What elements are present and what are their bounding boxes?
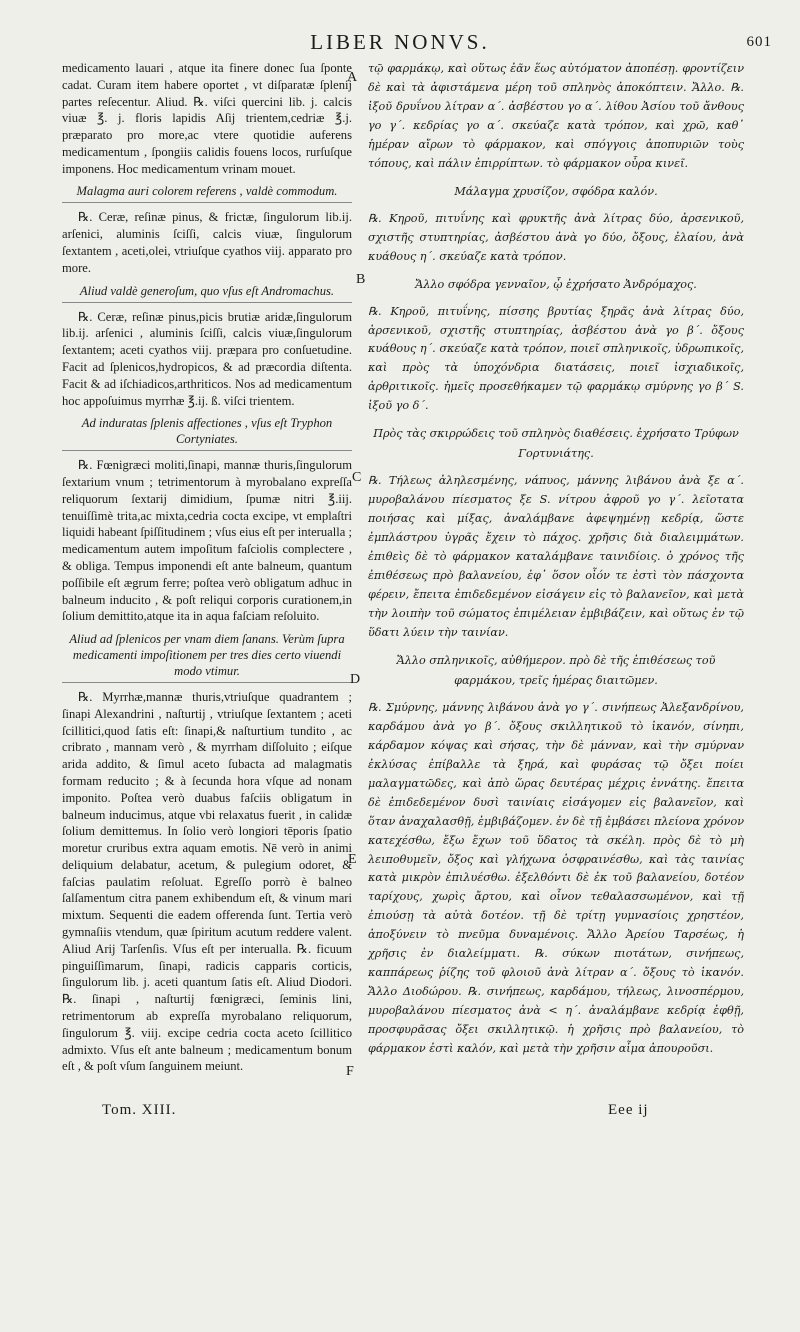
signature-left: Tom. XIII.: [102, 1102, 177, 1118]
latin-paragraph: ℞. Myrrhæ,mannæ thuris,vtriuſque quadrantem ; ſinapi Alexandrini , naſturtij , vtriuſque ſextantem ; aceti ſcillitici,quod ſatis eſt: ſinapi,& naſturtium tundito , ac cribrato , mannam verò , & myrrham diſſoluito ; eiſque arida addito, & ſimul aceto ſubacta ad malagmatis formam reducito ; & à ſecunda hora vſque ad nonam imponito. Poſtea verò duabus faſciis obligatum in balneum inducimus, atque vbi relaxatus fuerit , in calidæ ſolium demittemus. In ſolio verò longiori tēporis ſpatio moretur cruribus extra aquam emotis. Nē verò in animi deliquium delabatur, acetum, & pulegium odoret, & faſcias paulatim reſoluat. Egreſſo porrò è balneo ſalſamentum citra panem exhibendum eſt, & vinum mari mixtum. Sequenti die eadem offerenda ſunt. Tertia verò gymnaſiis vtendum, quæ ſpiritum acutum reddere valent. Aliud Arij Tarſenſis. Vſus eſt per interualla. ℞. ficuum pinguiſſimarum, ſinapi, radicis capparis corticis, ſingulorum lib. j. aceti quantum ſatis eſt. Aliud Diodori. ℞. ſinapi , naſturtij fœnigræci, ſeminis lini, retrimentorum ab expreſſa myrobalano reliquorum, ſingulorum ℥. viij. excipe cedria cocta aceto ſcillitico admixto. Vſus eſt ante balneum ; medicamentum bonum eſt , & poſt vſum ſanguinem meiunt.: [62, 690, 352, 1074]
greek-paragraph: ℞. Τήλεως ἀληλεσμένης, νάπυος, μάννης λιβάνου ἀνὰ ξε α΄. μυροβαλάνου πίεσματος ξε S. νίτρου ἀφροῦ γο γ΄. λεῖοτατα ποιήσας καὶ μίξας, ἀναλάμβανε ἀφεψημένῃ κεδρίᾳ, ὥστε ἐμπλάστρου ὑγρᾶς ἔχειν τὸ πάχος. χρῆσις διὰ διαλειμμάτων. ἐπιθεὶς δὲ τὸ φάρμακον καταλάμβανε ταινιδίοις. ὁ χρόνος τῆς ἐπιθέσεως πρὸ βαλανείου, ἐφ᾽ ὅσον οἷόν τε ἐστὶ τὸν πάσχοντα φέρειν, ἔπειτα ἐπιδεδεμένον εἰσάγειν εἰς τὸ βαλανεῖον, καὶ μετὰ τὴν λοιπὴν τοῦ σώματος ἐπιμέλειαν ἐμβιβάζειν, καὶ οὕτως ἐν τῷ ὕδατι λύειν τὴν ταινίαν.: [368, 474, 744, 639]
latin-paragraph: ℞. Fœnigræci moliti,ſinapi, mannæ thuris,ſingulorum ſextarium vnum ; tetrimentorum à myrobalano expreſſa reliquorum ſextarij dimidium, ſpumæ nitri ℥.iij. tenuiſſimè trita,ac mixta,cedria cocta excipe, vt emplaſtri liquidi habeant ſpiſſitudinem ; vſus eius eſt per interualla ; medicamentum autem impoſitum faſciolis complectere , & obliga. Tempus imponendi eſt ante balneum, quantum poſſibile eſt ægrum ferre; poſtea verò obligatum adhuc in balneum inducito , & poſt reliqui corporis curationem,in ſolium demittito,atque ita in aqua faſciam reſoluito.: [62, 458, 352, 624]
latin-paragraph: medicamento lauari , atque ita finere donec ſua ſponte cadat. Curam item habere oportet , vt diſparatæ ſplenij partes reſecentur. Aliud. ℞. viſci quercini lib. j. calcis viuæ ℥. j. floris lapidis Aſij trientem,cedriæ ℥.j. præparato pro more,ac vtere quotidie auferens medicamentum , ſpongiis calidis fouens locos, rurſuſque imponens. Hoc medicamentum vrinam mouet.: [62, 61, 352, 176]
greek-column: [368, 60, 744, 1064]
latin-paragraph: ℞. Ceræ, reſinæ pinus, & frictæ, ſingulorum lib.ij. arſenici, aluminis ſciſſi, calcis viuæ, ſingulorum ſextantem , aceti,olei, vtriuſque cyathos viij. apparato pro more.: [62, 210, 352, 275]
margin-letter-d: D: [350, 672, 361, 687]
latin-section-heading: Aliud ad ſplenicos per vnam diem ſanans. Verùm ſupra medicamenti impoſitionem per tres dies certo viuendi modo vtimur.: [62, 631, 352, 683]
greek-paragraph: ℞. Σμύρνης, μάννης λιβάνου ἀνὰ γο γ΄. σινήπεως Ἀλεξανδρίνου, καρδάμου ἀνὰ γο β΄. ὄξους σκιλλητικοῦ τὸ ἱκανόν, σίνηπι, κάρδαμον κόψας καὶ σήσας, τὴν δὲ μάνναν, καὶ τὴν σμύρναν ἐκλύσας ἐπίβαλλε τὰ ξηρά, καὶ φυράσας τῷ ὄξει ποίει μαλαγματῶδες, καὶ ἀπὸ ὥρας δευτέρας μέχρις ἐννάτης. ἔπειτα δὲ ἐπιδεδεμένον δυσὶ ταινίαις εἰσάγομεν εἰς βαλανεῖον, καὶ ὅταν ἀναχαλασθῇ, ἐμβιβάζομεν. ἐν δὲ τῇ ἐμβάσει πλείονα χρόνον κατεχέσθω, ἔξω ἔχων τοῦ ὕδατος τὰ σκέλη. πρὸς δὲ τὸ μὴ λειποθυμεῖν, ὄξος καὶ γλήχωνα ὀσφραινέσθω, καὶ τὰς ταινίας κατὰ μικρὸν ἐπιλυέσθω. ἐξελθόντι δὲ ἐκ τοῦ βαλανείου, δοτέον ταρίχους, χωρὶς ἄρτου, καὶ οἶνον τεθαλασσωμένον, καὶ τῇ ἐπιούσῃ τὰ αὐτὰ δοτέον. τῇ δὲ τρίτῃ γυμνασίοις χρηστέον, ἀποξύνειν τὸ πνεῦμα δυναμένοις. Ἄλλο Ἀρείου Ταρσέως, ἡ χρῆσις ἐν διαλείμματι. ℞. σύκων πιοτάτων, σινήπεως, καππάρεως ῥίζης τοῦ φλοιοῦ ἀνὰ λίτραν α΄. ὄξους τὸ ἱκανόν. Ἄλλο Διοδώρου. ℞. σινήπεως, καρδάμου, τήλεως, λινοσπέρμου, μυροβαλάνου πίεσματος ἀνὰ < η΄. ἀναλάμβανε κεδρίᾳ ἑφθῇ, προσφυρᾶσας ὄξει σκιλλητικῷ. ἡ χρῆσις πρὸ βαλανείου, τὸ φάρμακον ἐστὶ καλόν, καὶ μετὰ τὴν χρῆσιν αἷμα ἀπουροῦσι.: [368, 700, 744, 1056]
latin-column: [62, 60, 352, 1081]
margin-letter-a: A: [347, 70, 358, 85]
margin-letter-b: B: [356, 272, 366, 287]
latin-section-heading: Malagma auri colorem referens , valdè commodum.: [62, 183, 352, 203]
margin-letter-c: C: [352, 470, 362, 485]
running-title: LIBER NONVS.: [310, 30, 490, 54]
latin-section-heading: Aliud valdè generoſum, quo vſus eſt Andromachus.: [62, 283, 352, 303]
greek-section-heading: Πρὸς τὰς σκιρρώδεις τοῦ σπληνὸς διαθέσεις. ἐχρήσατο Τρύφων Γορτυνιάτης.: [373, 427, 739, 461]
margin-letter-e: E: [348, 852, 357, 867]
page-header: [0, 28, 800, 58]
greek-section-heading: Ἄλλο σπληνικοῖς, αὐθήμερον. πρὸ δὲ τῆς ἐπιθέσεως τοῦ φαρμάκου, τρεῖς ἡμέρας διαιτῶμεν.: [396, 653, 716, 687]
page-number: 601: [746, 34, 772, 50]
margin-letter-f: F: [346, 1064, 354, 1079]
greek-paragraph: τῷ φαρμάκῳ, καὶ οὕτως ἐᾶν ἕως αὐτόματον ἀποπέσῃ. φροντίζειν δὲ καὶ τὰ ἀφιστάμενα μέρη τοῦ σπληνὸς ἀποκόπτειν. Ἄλλο. ℞. ἰξοῦ δρυΐνου λίτραν α΄. ἀσβέστου γο α΄. λίθου Ἀσίου τοῦ ἄνθους γο γ΄. κεδρίας γο α΄. σκεύαζε κατὰ τρόπον, καὶ χρῶ, καθ᾽ ἡμέραν αἴρων τὸ φάρμακον, καὶ σπόγγοις ἀποπυριῶν τοὺς τόπους, καὶ πάλιν ἐπιρρίπτων. τὸ φάρμακον οὖρα κινεῖ.: [368, 62, 744, 170]
latin-section-heading: Ad induratas ſplenis affectiones , vſus eſt Tryphon Cortyniates.: [62, 415, 352, 451]
greek-paragraph: ℞. Κηροῦ, πιτυΐνης, πίσσης βρυτίας ξηρᾶς ἀνὰ λίτρας δύο, ἀρσενικοῦ, σχιστῆς στυπτηρίας, ἀσβέστου ἀνὰ γο β΄. ὄξους κυάθους η΄. σκεύαζε κατὰ τρόπον, ποιεῖ σπληνικοῖς, ὑδρωπικοῖς, καὶ πρὸς τὰ ὑποχόνδρια διατάσεις, ποιεῖ ἰσχιαδικοῖς, ἀρθριτικοῖς. ἡμεῖς προσεθήκαμεν τῷ φαρμάκῳ σμύρνης γο β΄ S. ἰξοῦ γο δ΄.: [368, 304, 744, 413]
greek-paragraph: ℞. Κηροῦ, πιτυΐνης καὶ φρυκτῆς ἀνὰ λίτρας δύο, ἀρσενικοῦ, σχιστῆς στυπτηρίας, ἀσβέστου ἀνὰ γο δύο, ὄξους, ἐλαίου, ἀνὰ κυάθους η΄. σκεύαζε κατὰ τρόπον.: [368, 211, 744, 263]
greek-section-heading: Ἄλλο σφόδρα γενναῖον, ᾧ ἐχρήσατο Ἀνδρόμαχος.: [415, 277, 697, 291]
latin-paragraph: ℞. Ceræ, reſinæ pinus,picis brutiæ aridæ,ſingulorum lib.ij. arſenici , aluminis ſciſſi, calcis viuæ,ſingulorum ſextantem; aceti cyathos viij. præpara pro conſuetudine. Facit ad ſplenicos,hydropicos, & ad præcordia diſtenta. Facit & ad iſchiadicos,arthriticos. Nos ad medicamentum hoc appoſuimus myrrhæ ℥.ij. ß. viſci trientem.: [62, 309, 352, 408]
signature-right: Eee ij: [608, 1102, 649, 1118]
greek-section-heading: Μάλαγμα χρυσίζον, σφόδρα καλόν.: [454, 184, 658, 198]
